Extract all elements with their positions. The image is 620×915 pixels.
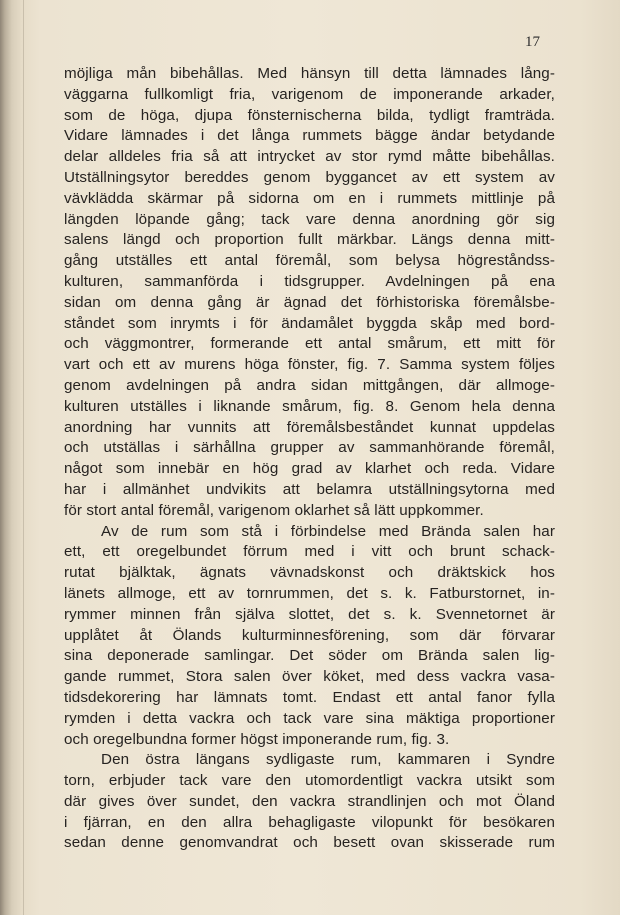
text-line: ett, ett oregelbundet förrum med i vitt och brunt schack-	[64, 543, 555, 561]
text-line: har i allmänhet undvikits att belamra utställningsytorna med	[64, 480, 555, 498]
text-line: Vidare lämnades i det långa rummets bägge ändar betydande	[64, 127, 555, 145]
text-line: och oregelbundna former högst imponerande rum, fig. 3.	[64, 730, 450, 748]
text-line: kulturen utställes i liknande smårum, fig. 8. Genom hela denna	[64, 397, 555, 415]
text-line: något som innebär en hög grad av klarhet och reda. Vidare	[64, 460, 555, 478]
body-text	[64, 64, 555, 854]
page-number: 17	[525, 34, 540, 50]
text-line: anordning har vunnits att föremålsbeståndet kunnat uppdelas	[64, 418, 555, 436]
text-line: tidsdekorering har lämnats tomt. Endast ett antal fanor fylla	[64, 688, 555, 706]
text-line: för stort antal föremål, varigenom oklarhet så lätt uppkommer.	[64, 501, 484, 519]
text-line: Utställningsytor bereddes genom byggancet av ett system av	[64, 168, 555, 186]
text-line: länets allmoge, ett av tornrummen, det s. k. Fatburstornet, in-	[64, 584, 555, 602]
text-line: sedan denne genomvandrat och besett ovan skisserade rum	[64, 834, 555, 852]
text-line: där gives över sundet, den vackra strandlinjen och mot Öland	[64, 792, 555, 810]
text-line: rutat bjälktak, ägnats vävnadskonst och dräktskick hos	[64, 564, 555, 582]
text-line: torn, erbjuder tack vare den utomordentligt vackra utsikt som	[64, 772, 555, 790]
text-line: sina deponerade samlingar. Det söder om Brända salen lig-	[64, 647, 555, 665]
text-line: Av de rum som stå i förbindelse med Brända salen har	[101, 522, 555, 540]
text-line: möjliga mån bibehållas. Med hänsyn till detta lämnades lång-	[64, 65, 555, 82]
text-line: ståndet som inrymts i för ändamålet byggda skåp med bord-	[64, 314, 555, 332]
page-gutter	[23, 0, 24, 915]
text-line: salens längd och proportion fullt märkbar. Längs denna mitt-	[64, 231, 555, 249]
text-line: vart och ett av murens höga fönster, fig. 7. Samma system följes	[64, 356, 555, 374]
text-line: Den östra längans sydligaste rum, kammaren i Syndre	[101, 751, 555, 769]
text-line: sidan om denna gång är ägnad det förhistoriska föremålsbe-	[64, 293, 555, 311]
text-line: som de höga, djupa fönsternischerna bilda, tydligt framträda.	[64, 106, 555, 124]
text-line: vävklädda skärmar på sidorna om en i rummets mittlinje på	[64, 189, 555, 207]
text-line: genom avdelningen på andra sidan mittgången, där allmoge-	[64, 376, 555, 394]
text-line: upplåtet åt Ölands kulturminnesförening, som där förvarar	[64, 626, 555, 644]
text-line: och väggmontrer, formerande ett antal smårum, ett mitt för	[64, 335, 555, 353]
text-line: delar alldeles fria så att intrycket av stor rymd måtte bibehållas.	[64, 148, 555, 166]
text-line: gande rummet, Stora salen över köket, med dess vackra vasa-	[64, 668, 555, 686]
text-line: gång utställes ett antal föremål, som belysa högreståndss-	[64, 252, 555, 270]
text-line: rymmer minnen från själva slottet, det s. k. Svennetornet är	[64, 605, 555, 623]
text-line: väggarna fullkomligt fria, varigenom de imponerande arkader,	[64, 85, 555, 103]
text-line: rymden i detta vackra och tack vare sina mäktiga proportioner	[64, 709, 555, 727]
text-line: och utställas i särhållna grupper av sammanhörande föremål,	[64, 439, 555, 457]
text-line: i fjärran, en den allra behagligaste vilopunkt för besökaren	[64, 813, 555, 831]
text-line: längden löpande gång; tack vare denna anordning gör sig	[64, 210, 555, 228]
text-line: kulturen, sammanförda i tidsgrupper. Avdelningen på ena	[64, 272, 555, 290]
